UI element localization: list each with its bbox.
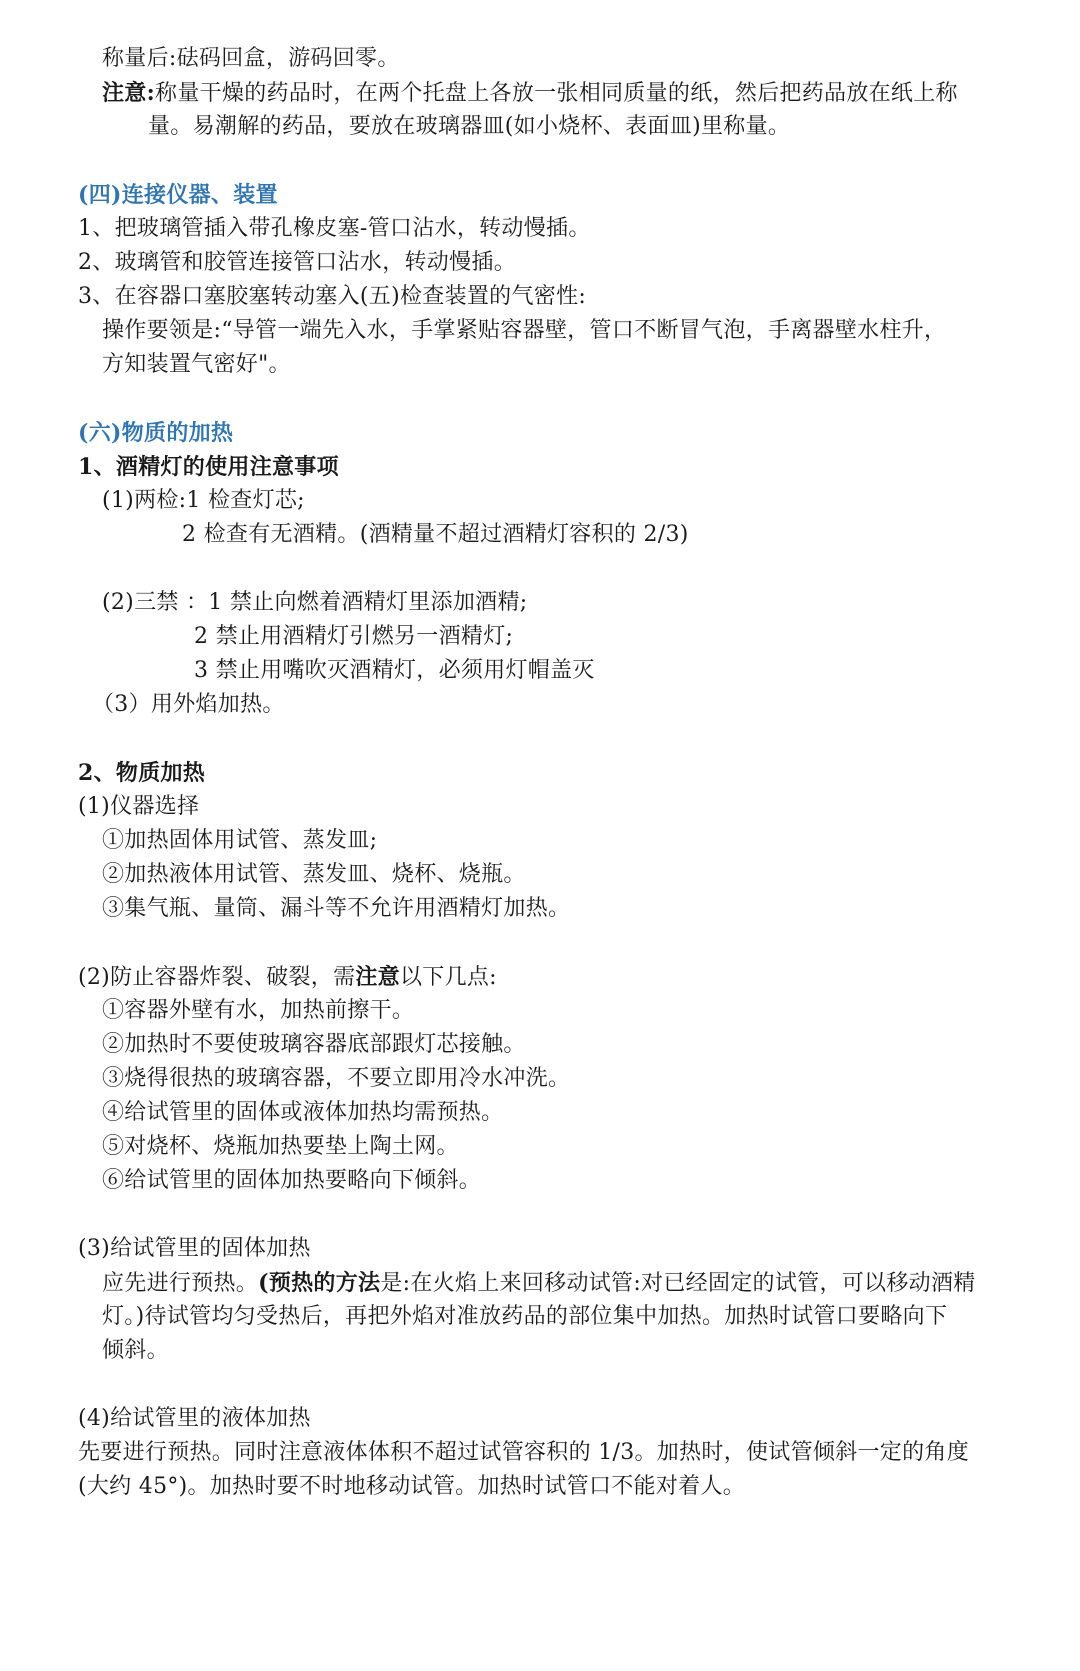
preheat-method-label: (预热的方法 (258, 1270, 381, 1296)
solid-line-1a: 应先进行预热。 (102, 1271, 259, 1296)
prevent-item-5: ⑤对烧杯、烧瓶加热要垫上陶土网。 (102, 1134, 459, 1159)
prevent-item-4: ④给试管里的固体或液体加热均需预热。 (102, 1100, 504, 1125)
instrument-heading: (1)仪器选择 (78, 794, 200, 819)
two-checks-line-2: 2 检查有无酒精。(酒精量不超过酒精灯容积的 2/3) (182, 522, 689, 547)
airtight-line-1: 操作要领是:“导管一端先入水，手掌紧贴容器壁，管口不断冒气泡，手离器壁水柱升， (102, 318, 947, 343)
three-bans-line-1: (2)三禁 ：1 禁止向燃着酒精灯里添加酒精; (102, 590, 528, 615)
solid-line-3: 倾斜。 (102, 1338, 169, 1363)
instrument-item-2: ②加热液体用试管、蒸发皿、烧杯、烧瓶。 (102, 862, 526, 887)
heating-heading: 2、物质加热 (78, 760, 206, 786)
section-6-heading: (六)物质的加热 (78, 420, 234, 446)
solid-heading: (3)给试管里的固体加热 (78, 1236, 311, 1261)
prevent-item-3: ③烧得很热的玻璃容器，不要立即用冷水冲洗。 (102, 1066, 571, 1091)
prevent-heading-a: (2)防止容器炸裂、破裂，需 (78, 965, 356, 990)
note-text-1: 称量干燥的药品时，在两个托盘上各放一张相同质量的纸，然后把药品放在纸上称 (155, 81, 958, 106)
liquid-line-2: (大约 45°)。加热时要不时地移动试管。加热时试管口不能对着人。 (78, 1474, 746, 1499)
airtight-line-2: 方知装置气密好"。 (102, 352, 291, 377)
three-bans-line-3: 3 禁止用嘴吹灭酒精灯，必须用灯帽盖灭 (194, 658, 595, 683)
prevent-heading (78, 962, 497, 993)
outer-flame-line: （3）用外焰加热。 (92, 692, 285, 717)
connect-item-2: 2、玻璃管和胶管连接管口沾水，转动慢插。 (78, 250, 516, 275)
connect-item-3: 3、在容器口塞胶塞转动塞入(五)检查装置的气密性: (78, 284, 587, 309)
three-bans-line-2: 2 禁止用酒精灯引燃另一酒精灯; (194, 624, 514, 649)
prevent-heading-emphasis: 注意 (355, 964, 400, 990)
two-checks-line-1: (1)两检:1 检查灯芯; (102, 488, 305, 513)
solid-line-2: 灯。)待试管均匀受热后，再把外焰对准放药品的部位集中加热。加热时试管口要略向下 (102, 1304, 948, 1329)
connect-item-1: 1、把玻璃管插入带孔橡皮塞-管口沾水，转动慢插。 (78, 216, 591, 241)
liquid-heading: (4)给试管里的液体加热 (78, 1406, 311, 1431)
instrument-item-3: ③集气瓶、量筒、漏斗等不允许用酒精灯加热。 (102, 896, 571, 921)
note-label: 注意: (102, 80, 156, 106)
instrument-item-1: ①加热固体用试管、蒸发皿; (102, 828, 378, 853)
solid-line-1 (102, 1268, 976, 1299)
prevent-item-6: ⑥给试管里的固体加热要略向下倾斜。 (102, 1168, 482, 1193)
lamp-heading: 1、酒精灯的使用注意事项 (78, 454, 339, 480)
liquid-line-1: 先要进行预热。同时注意液体体积不超过试管容积的 1/3。加热时，使试管倾斜一定的角度 (78, 1440, 970, 1465)
prevent-heading-c: 以下几点: (399, 965, 497, 990)
note-line-1 (102, 78, 958, 109)
solid-line-1c: 是:在火焰上来回移动试管:对已经固定的试管，可以移动酒精 (380, 1271, 976, 1296)
weigh-after-line: 称量后:砝码回盒，游码回零。 (102, 46, 400, 71)
prevent-item-2: ②加热时不要使玻璃容器底部跟灯芯接触。 (102, 1032, 526, 1057)
section-4-heading: (四)连接仪器、装置 (78, 182, 278, 208)
prevent-item-1: ①容器外壁有水，加热前擦干。 (102, 998, 415, 1023)
note-line-2: 量。易潮解的药品，要放在玻璃器皿(如小烧杯、表面皿)里称量。 (148, 114, 791, 139)
